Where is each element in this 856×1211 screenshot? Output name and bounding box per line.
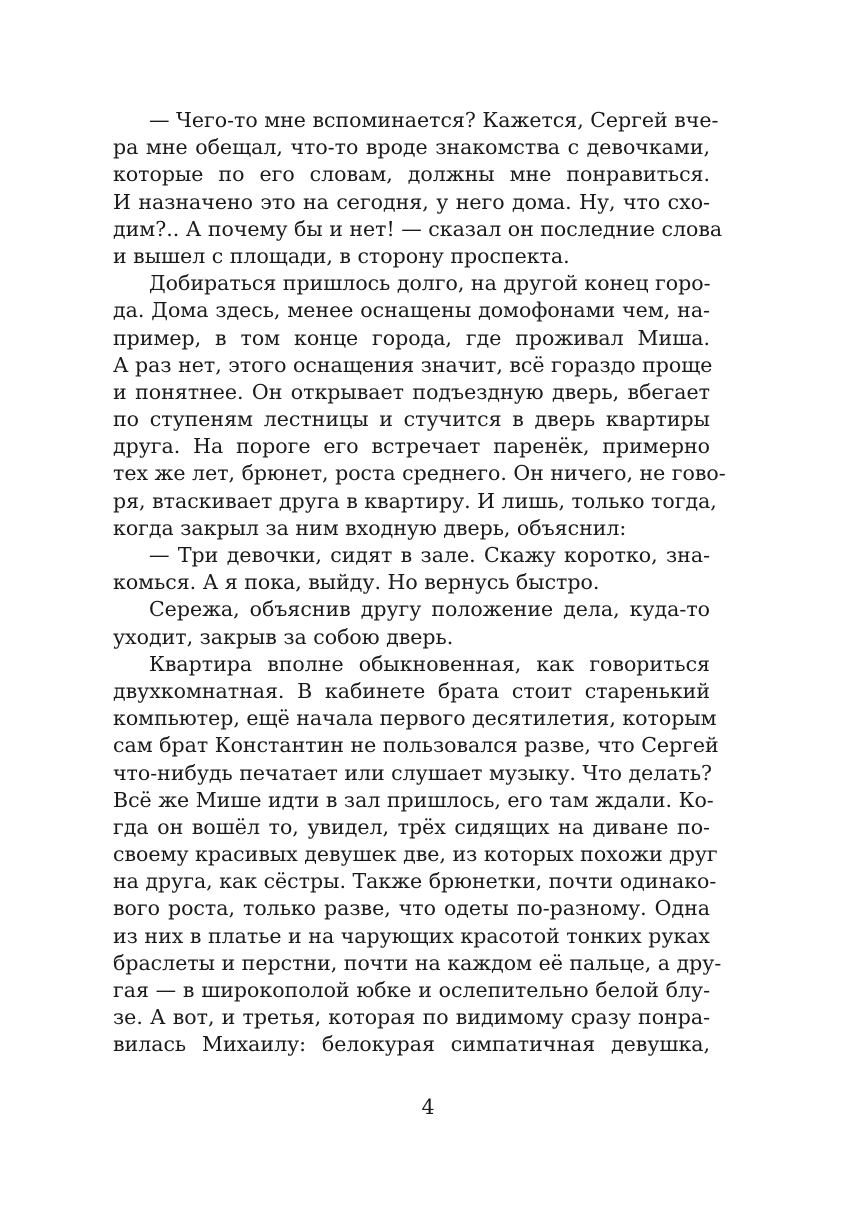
- text-line: пример, в том конце города, где проживал Миша.: [113, 325, 710, 350]
- text-line: ря, втаскивает друга в квартиру. И лишь, только тогда,: [113, 488, 717, 513]
- text-line: сам брат Константин не пользовался разве, что Сергей: [113, 733, 719, 758]
- text-line: браслеты и перстни, почти на каждом её пальце, а дру-: [113, 950, 722, 975]
- text-line: компьютер, ещё начала первого десятилетия, которым: [113, 706, 717, 731]
- text-line: гая — в широкополой юбке и ослепительно белой блу-: [113, 978, 710, 1002]
- text-line: И назначено это на сегодня, у него дома. Ну, что схо-: [113, 189, 710, 214]
- text-line: друга. На пороге его встречает паренёк, примерно: [113, 434, 710, 459]
- text-line: Квартира вполне обыкновенная, как говориться: [149, 651, 710, 676]
- text-line: — Три девочки, сидят в зале. Скажу коротко, зна-: [149, 543, 710, 567]
- text-line: ра мне обещал, что-то вроде знакомства с девочками,: [113, 135, 710, 160]
- page-number: 4: [421, 1095, 435, 1119]
- text-line: Всё же Мише идти в зал пришлось, его там ждали. Ко-: [113, 787, 714, 812]
- text-line: гда он вошёл то, увидел, трёх сидящих на диване по-: [113, 814, 710, 839]
- text-line: по ступеням лестницы и стучится в дверь квартиры: [113, 407, 710, 432]
- text-line: да. Дома здесь, менее оснащены домофонами чем, на-: [113, 298, 710, 323]
- text-line: А раз нет, этого оснащения значит, всё гораздо проще: [113, 352, 713, 377]
- text-line: — Чего-то мне вспоминается? Кажется, Сергей вче-: [149, 108, 719, 132]
- text-line: и понятнее. Он открывает подъездную дверь, вбегает: [113, 379, 710, 404]
- text-line: из них в платье и на чарующих красотой тонких руках: [113, 923, 710, 948]
- text-line: своему красивых девушек две, из которых похожи друг: [113, 842, 718, 867]
- text-line: на друга, как сёстры. Также брюнетки, почти одинако-: [113, 869, 717, 894]
- text-line: тех же лет, брюнет, роста среднего. Он ничего, не гово-: [113, 461, 726, 486]
- text-line: уходит, закрыв за собою дверь.: [113, 624, 454, 649]
- text-line: дим?.. А почему бы и нет! — сказал он последние слова: [113, 216, 723, 241]
- text-line: Добираться пришлось долго, на другой конец горо-: [149, 271, 711, 296]
- body-text: [113, 107, 726, 1059]
- text-line: вого роста, только разве, что одеты по-разному. Одна: [113, 896, 710, 921]
- text-line: которые по его словам, должны мне понравиться.: [113, 162, 710, 187]
- text-line: что-нибудь печатает или слушает музыку. Что делать?: [113, 760, 712, 785]
- text-line: когда закрыл за ним входную дверь, объяснил:: [113, 515, 627, 540]
- text-line: зе. А вот, и третья, которая по видимому сразу понра-: [113, 1005, 710, 1030]
- text-line: и вышел с площади, в сторону проспекта.: [113, 243, 570, 268]
- text-line: Сережа, объяснив другу положение дела, куда-то: [149, 597, 710, 622]
- text-line: вилась Михаилу: белокурая симпатичная девушка,: [113, 1032, 710, 1057]
- text-line: комься. А я пока, выйду. Но вернусь быстро.: [113, 570, 600, 595]
- text-line: двухкомнатная. В кабинете брата стоит старенький: [113, 678, 710, 703]
